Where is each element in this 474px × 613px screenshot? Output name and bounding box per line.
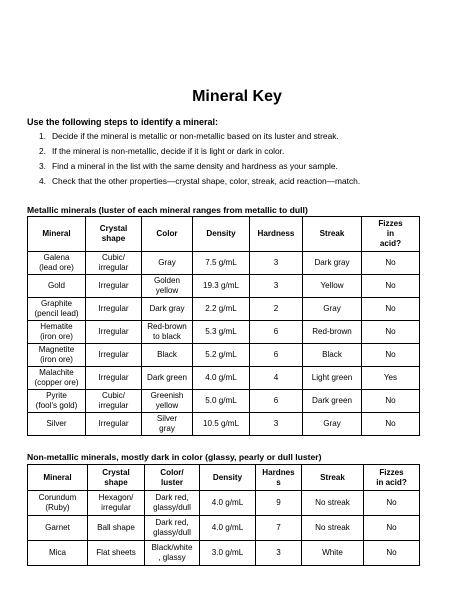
- table-cell: No streak: [302, 516, 364, 541]
- table-cell: 4.0 g/mL: [193, 367, 250, 390]
- table-cell: No: [364, 541, 420, 566]
- table-cell: Light green: [303, 367, 362, 390]
- step-item: [27, 174, 360, 189]
- table-cell: 4.0 g/mL: [200, 516, 256, 541]
- table-cell: 5.0 g/mL: [193, 390, 250, 413]
- table-cell: Gray: [303, 413, 362, 436]
- table-cell: 6: [250, 344, 303, 367]
- table-cell: 19.3 g/mL: [193, 275, 250, 298]
- table-cell: Yellow: [303, 275, 362, 298]
- table-cell: Pyrite (fool’s gold): [28, 390, 86, 413]
- table-cell: 3: [250, 275, 303, 298]
- column-header: Crystal shape: [86, 217, 142, 252]
- table-cell: 2.2 g/mL: [193, 298, 250, 321]
- nonmetallic-minerals-table: [27, 464, 420, 566]
- table-cell: Yes: [362, 367, 420, 390]
- table-cell: Silver: [28, 413, 86, 436]
- step-item: [27, 144, 360, 159]
- step-text: Find a mineral in the list with the same density and hardness as your sample.: [52, 161, 338, 171]
- table-header-row: [28, 217, 420, 252]
- table-cell: 9: [256, 491, 302, 516]
- table-cell: No: [362, 275, 420, 298]
- table-row: [28, 491, 420, 516]
- step-number: 3.: [39, 161, 46, 171]
- table-cell: No: [362, 344, 420, 367]
- column-header: Hardness: [250, 217, 303, 252]
- table-cell: 3: [250, 413, 303, 436]
- table-row: [28, 516, 420, 541]
- table-cell: Hexagon/ irregular: [88, 491, 145, 516]
- column-header: Crystal shape: [88, 465, 145, 491]
- table-cell: 6: [250, 321, 303, 344]
- table-cell: Irregular: [86, 275, 142, 298]
- table-cell: Hematite (iron ore): [28, 321, 86, 344]
- table-row: [28, 541, 420, 566]
- table-cell: Graphite (pencil lead): [28, 298, 86, 321]
- table-cell: Ball shape: [88, 516, 145, 541]
- step-item: [27, 129, 360, 144]
- table-cell: Gray: [303, 298, 362, 321]
- table-row: [28, 367, 420, 390]
- table-header-row: [28, 465, 420, 491]
- table-row: [28, 298, 420, 321]
- table-cell: White: [302, 541, 364, 566]
- table-cell: 4.0 g/mL: [200, 491, 256, 516]
- table-cell: 2: [250, 298, 303, 321]
- table-cell: Irregular: [86, 367, 142, 390]
- metallic-heading: Metallic minerals (luster of each mineral ranges from metallic to dull): [27, 205, 308, 215]
- column-header: Density: [193, 217, 250, 252]
- step-number: 4.: [39, 176, 46, 186]
- nonmetallic-heading: Non-metallic minerals, mostly dark in color (glassy, pearly or dull luster): [27, 452, 322, 462]
- table-cell: 3: [250, 252, 303, 275]
- table-row: [28, 390, 420, 413]
- table-cell: No: [364, 491, 420, 516]
- column-header: Streak: [303, 217, 362, 252]
- table-cell: No: [362, 413, 420, 436]
- table-cell: Black/white , glassy: [145, 541, 200, 566]
- step-text: If the mineral is non-metallic, decide if it is light or dark in color.: [52, 146, 285, 156]
- table-cell: Mica: [28, 541, 88, 566]
- table-cell: Flat sheets: [88, 541, 145, 566]
- table-cell: Dark green: [142, 367, 193, 390]
- table-cell: Gray: [142, 252, 193, 275]
- table-cell: Red-brown to black: [142, 321, 193, 344]
- table-cell: No: [362, 390, 420, 413]
- table-cell: 3: [256, 541, 302, 566]
- column-header: Mineral: [28, 465, 88, 491]
- table-cell: Dark gray: [142, 298, 193, 321]
- table-cell: 5.2 g/mL: [193, 344, 250, 367]
- table-cell: Irregular: [86, 298, 142, 321]
- table-cell: Magnetite (iron ore): [28, 344, 86, 367]
- table-row: [28, 275, 420, 298]
- steps-list: [27, 129, 360, 189]
- table-cell: 4: [250, 367, 303, 390]
- page-title: Mineral Key: [192, 88, 282, 105]
- table-cell: Dark gray: [303, 252, 362, 275]
- table-cell: No: [364, 516, 420, 541]
- table-cell: 7: [256, 516, 302, 541]
- table-row: [28, 413, 420, 436]
- table-cell: Silver gray: [142, 413, 193, 436]
- table-cell: Dark green: [303, 390, 362, 413]
- table-cell: 7.5 g/mL: [193, 252, 250, 275]
- table-cell: Cubic/ irregular: [86, 252, 142, 275]
- step-item: [27, 159, 360, 174]
- table-cell: Galena (lead ore): [28, 252, 86, 275]
- step-number: 2.: [39, 146, 46, 156]
- step-number: 1.: [39, 131, 46, 141]
- table-cell: Irregular: [86, 344, 142, 367]
- table-cell: 5.3 g/mL: [193, 321, 250, 344]
- table-cell: 6: [250, 390, 303, 413]
- table-cell: Cubic/ irregular: [86, 390, 142, 413]
- column-header: Color: [142, 217, 193, 252]
- column-header: Color/ luster: [145, 465, 200, 491]
- metallic-minerals-table: [27, 216, 420, 436]
- table-cell: Red-brown: [303, 321, 362, 344]
- table-row: [28, 321, 420, 344]
- table-cell: Dark red, glassy/dull: [145, 516, 200, 541]
- table-cell: No streak: [302, 491, 364, 516]
- column-header: Hardnes s: [256, 465, 302, 491]
- table-row: [28, 252, 420, 275]
- table-cell: 10.5 g/mL: [193, 413, 250, 436]
- column-header: Density: [200, 465, 256, 491]
- table-cell: No: [362, 252, 420, 275]
- table-cell: Malachite (copper ore): [28, 367, 86, 390]
- table-cell: Corundum (Ruby): [28, 491, 88, 516]
- table-cell: Dark red, glassy/dull: [145, 491, 200, 516]
- table-cell: Gold: [28, 275, 86, 298]
- step-text: Decide if the mineral is metallic or non-metallic based on its luster and streak.: [52, 131, 339, 141]
- step-text: Check that the other properties—crystal shape, color, streak, acid reaction—match.: [52, 176, 361, 186]
- column-header: Fizzes in acid?: [362, 217, 420, 252]
- column-header: Streak: [302, 465, 364, 491]
- intro-text: Use the following steps to identify a mineral:: [27, 117, 219, 127]
- table-cell: No: [362, 321, 420, 344]
- column-header: Fizzes in acid?: [364, 465, 420, 491]
- table-cell: Black: [303, 344, 362, 367]
- table-cell: Golden yellow: [142, 275, 193, 298]
- column-header: Mineral: [28, 217, 86, 252]
- table-cell: Greenish yellow: [142, 390, 193, 413]
- table-cell: Irregular: [86, 413, 142, 436]
- table-row: [28, 344, 420, 367]
- table-cell: Irregular: [86, 321, 142, 344]
- table-cell: No: [362, 298, 420, 321]
- table-cell: Garnet: [28, 516, 88, 541]
- table-cell: 3.0 g/mL: [200, 541, 256, 566]
- table-cell: Black: [142, 344, 193, 367]
